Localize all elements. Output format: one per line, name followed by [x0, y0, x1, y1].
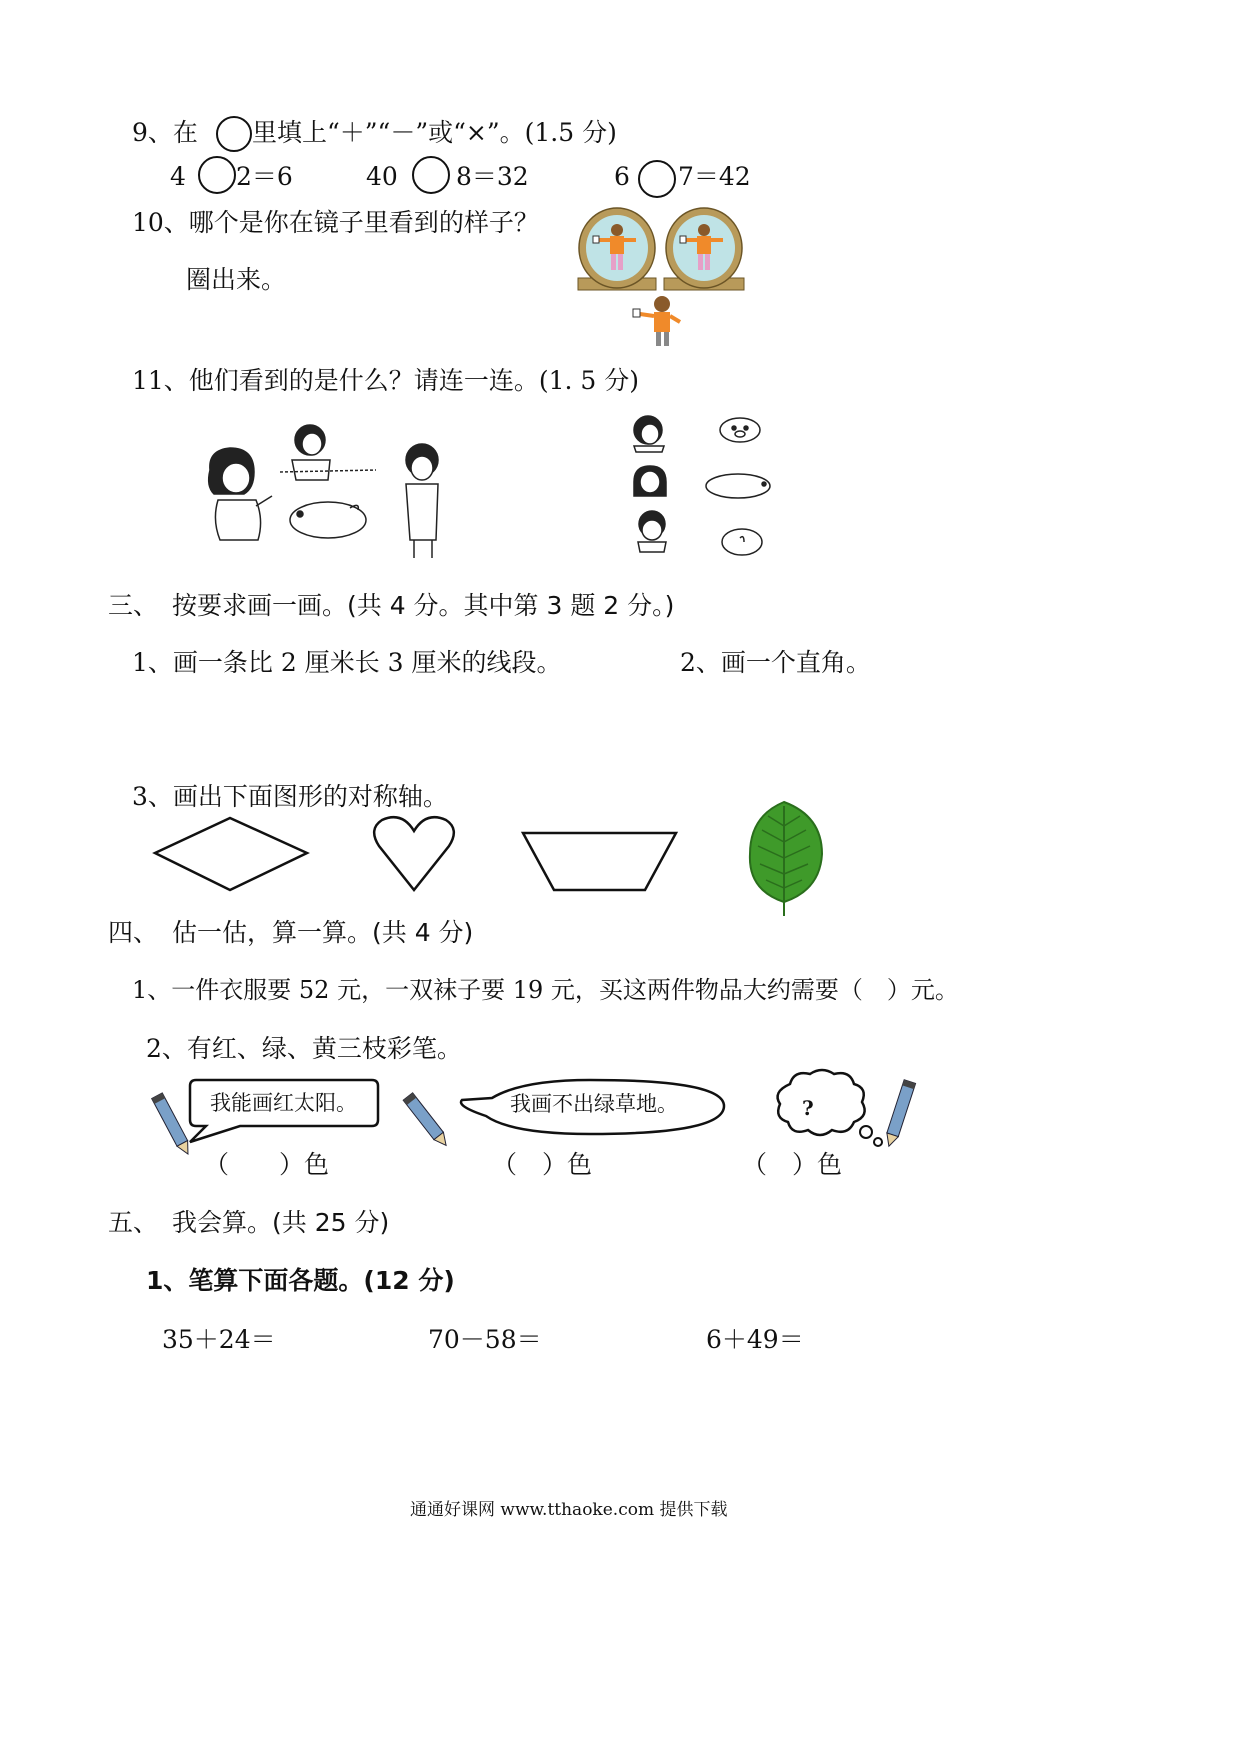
section3-item2: 2、画一个直角。: [680, 648, 871, 677]
match-options: [626, 412, 776, 562]
section4-item1: 1、一件衣服要 52 元，一双袜子要 19 元，买这两件物品大约需要（ ）元。: [132, 976, 959, 1004]
section5-sub1: 1、笔算下面各题。(12 分): [146, 1266, 455, 1295]
face-boy-2[interactable]: [638, 511, 666, 552]
q10-line1: 10、哪个是你在镜子里看到的样子？: [132, 208, 539, 237]
section3-heading: 按要求画一画。(共 4 分。其中第 3 题 2 分。): [172, 591, 675, 620]
q9-title-suffix: 里填上“＋”“－”或“×”。(1.5 分): [252, 118, 617, 147]
q9-eq1-right: 2＝6: [236, 162, 293, 191]
face-boy-1[interactable]: [634, 416, 664, 452]
q9-circle-example: [216, 116, 252, 152]
mirror-right[interactable]: [664, 208, 744, 290]
rhombus-shape[interactable]: [155, 818, 307, 890]
q10-line2: 圈出来。: [186, 265, 287, 294]
q9-eq2-blank-circle[interactable]: [412, 156, 450, 194]
bubble-1-text: 我能画红太阳。: [210, 1091, 357, 1115]
section4-heading: 估一估，算一算。(共 4 分): [172, 918, 474, 947]
section5-number: 五、: [108, 1208, 159, 1237]
child-figure: [633, 296, 680, 346]
thought-bubble: [770, 1066, 890, 1150]
footer-text: 通通好课网 www.tthaoke.com 提供下载: [410, 1500, 728, 1520]
q9-eq3-right: 7＝42: [678, 162, 751, 191]
bubble-2-text: 我画不出绿草地。: [510, 1092, 678, 1116]
q9-eq2-right: 8＝32: [456, 162, 529, 191]
q9-eq2-left: 40: [366, 162, 398, 191]
section4-item2: 2、有红、绿、黄三枝彩笔。: [146, 1034, 462, 1063]
q11-title: 11、他们看到的是什么？请连一连。(1. 5 分): [132, 366, 639, 395]
calc-item-2: 70－58＝: [428, 1325, 542, 1354]
q9-eq1-blank-circle[interactable]: [198, 156, 236, 194]
q9-eq1-left: 4: [170, 162, 186, 191]
section3-item1: 1、画一条比 2 厘米长 3 厘米的线段。: [132, 648, 562, 677]
section3-number: 三、: [108, 591, 159, 620]
thought-bubble-text: ?: [802, 1096, 814, 1120]
pencil-2-icon: [402, 1090, 452, 1152]
q9-title-prefix: 9、在: [132, 118, 198, 147]
calc-item-3: 6＋49＝: [706, 1325, 804, 1354]
pig-front-view[interactable]: [720, 418, 760, 442]
leaf-shape[interactable]: [750, 802, 822, 916]
face-girl[interactable]: [634, 466, 666, 496]
mirror-left[interactable]: [578, 208, 656, 290]
trapezoid-shape[interactable]: [523, 833, 676, 890]
pig-back-view[interactable]: [722, 529, 762, 555]
section3-item3: 3、画出下面图形的对称轴。: [132, 782, 448, 811]
calc-item-1: 35＋24＝: [162, 1325, 276, 1354]
color-blank-3[interactable]: （ ）色: [742, 1150, 843, 1179]
color-blank-2[interactable]: （ ）色: [492, 1150, 593, 1179]
q9-eq3-left: 6: [614, 162, 630, 191]
section5-heading: 我会算。(共 25 分): [172, 1208, 390, 1237]
pencil-3-icon: [878, 1074, 922, 1150]
q9-eq3-blank-circle[interactable]: [638, 160, 676, 198]
heart-shape[interactable]: [374, 817, 454, 890]
pig-side-view[interactable]: [706, 474, 770, 498]
mirror-illustration: [576, 206, 748, 352]
color-blank-1[interactable]: （ ）色: [204, 1150, 330, 1179]
symmetry-shapes: [150, 796, 830, 918]
children-looking-at-pig: [200, 410, 460, 560]
section4-number: 四、: [108, 918, 159, 947]
